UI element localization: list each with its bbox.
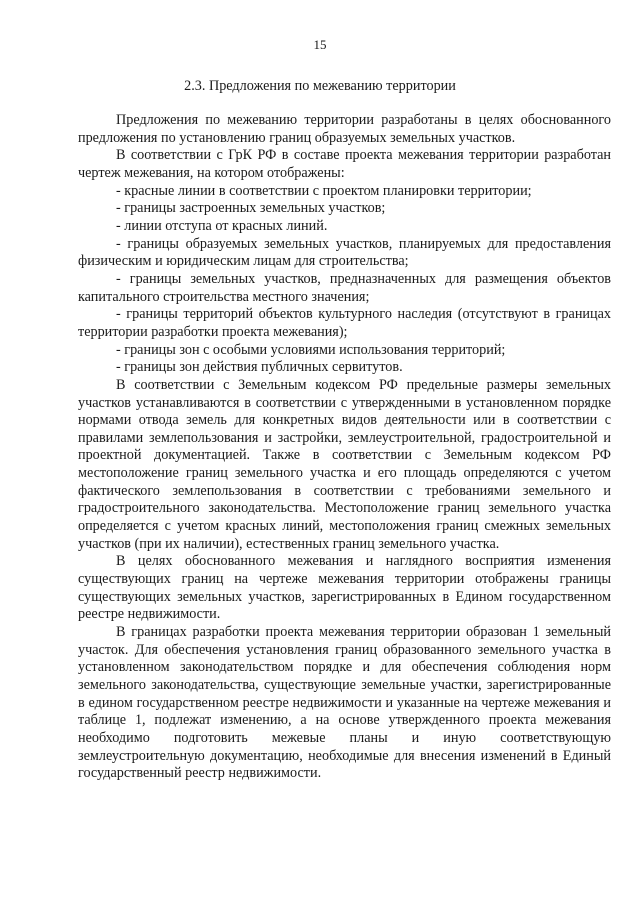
list-item: - границы застроенных земельных участков; bbox=[116, 200, 386, 217]
list-item: - границы земельных участков, предназначенных для размещения объектов капитального строительства местного значения; bbox=[78, 270, 611, 305]
paragraph-2: В соответствии с ГрК РФ в составе проекта межевания территории разработан чертеж межевания, на котором отображены: bbox=[78, 147, 611, 181]
paragraph-1: Предложения по межеванию территории разработаны в целях обоснованного предложения по установлению границ образуемых земельных участков. bbox=[78, 112, 611, 146]
page-number: 15 bbox=[313, 37, 327, 52]
section-heading: 2.3. Предложения по межеванию территории bbox=[184, 78, 456, 94]
paragraph-5: В границах разработки проекта межевания территории образован 1 земельный участок. Для обеспечения установления границ образованного земельного участка в установленном законодательством порядке и для обеспечения соблюдения норм земельного законодательства, существующие земельные участки, зарегистрированные в едином государственном реестре недвижимости и указанные на чертеже межевания и таблице 1, подлежат изменению, а на основе утвержденного проекта межевания необходимо подготовить межевые планы и иную соответствующую землеустроительную документацию, необходимые для внесения изменений в Единый государственный реестр недвижимости. bbox=[78, 624, 611, 782]
list-item: - границы территорий объектов культурного наследия (отсутствуют в границах территории разработки проекта межевания); bbox=[78, 306, 611, 340]
list-item: - линии отступа от красных линий. bbox=[116, 217, 328, 234]
list-item: - границы зон действия публичных сервитутов. bbox=[116, 359, 403, 376]
paragraph-3: В соответствии с Земельным кодексом РФ предельные размеры земельных участков устанавливаются в соответствии с утвержденными в установленном порядке нормами отвода земель для конкретных видов деятельности или в соответствии с правилами землепользования и застройки, землеустроительной, градостроительной и проектной документацией. Также в соответствии с Земельным кодексом РФ местоположение границ земельного участка и его площадь определяются с учетом фактического землепользования в соответствии с требованиями земельного и градостроительного законодательства. Местоположение границ земельного участка определяется с учетом красных линий, местоположения границ смежных земельных участков (при их наличии), естественных границ земельного участка. bbox=[78, 376, 611, 552]
body-text bbox=[78, 112, 611, 783]
paragraph-4: В целях обоснованного межевания и наглядного восприятия изменения существующих границ на чертеже межевания территории отображены границы существующих земельных участков, зарегистрированных в Едином государственном реестре недвижимости. bbox=[78, 553, 611, 623]
list-item: - границы образуемых земельных участков, планируемых для предоставления физическим и юридическим лицам для строительства; bbox=[78, 235, 611, 270]
list-item: - красные линии в соответствии с проектом планировки территории; bbox=[116, 182, 532, 199]
list-item: - границы зон с особыми условиями использования территорий; bbox=[116, 341, 506, 358]
